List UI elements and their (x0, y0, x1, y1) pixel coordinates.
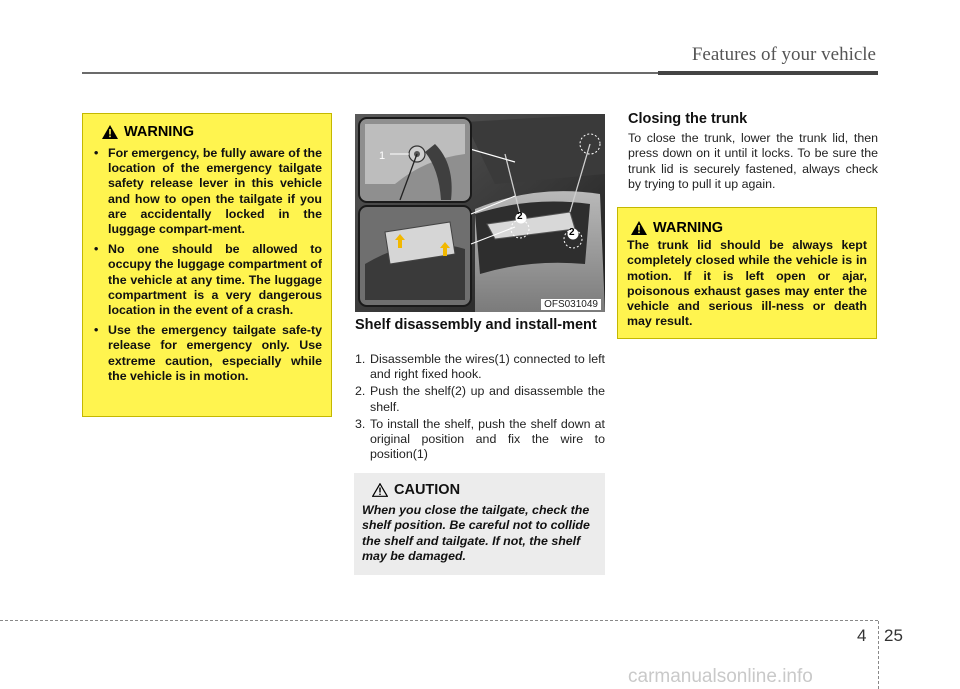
warning-triangle-icon (631, 221, 647, 235)
warning-item: • No one should be allowed to occupy the luggage compartment of the vehicle at any time. The luggage compartment is a very dangerous location in the event of a crash. (94, 242, 322, 318)
footer-divider (878, 621, 879, 689)
warning-heading (102, 124, 322, 140)
step-item: 2. Push the shelf(2) up and disassemble the shelf. (355, 384, 605, 414)
warning-title: WARNING (124, 124, 195, 140)
closing-section-text: To close the trunk, lower the trunk lid, then press down on it until it locks. To be sure the trunk lid is securely fastened, always check by trying to pull it up again. (628, 131, 878, 191)
caution-title: CAUTION (394, 482, 461, 498)
warning-text: The trunk lid should be always kept completely closed while the vehicle is in motion. If it is left open or ajar, poisonous exhaust gases may enter the vehicle and serious ill-ness or death may result. (627, 238, 867, 329)
callout-2: 2 (517, 211, 523, 222)
caution-box (354, 473, 605, 575)
callout-2: 2 (569, 227, 575, 238)
step-item: 1. Disassemble the wires(1) connected to left and right fixed hook. (355, 352, 605, 382)
caution-triangle-icon (372, 483, 388, 497)
figure-code: OFS031049 (541, 299, 601, 310)
shelf-section-title: Shelf disassembly and install-ment (355, 317, 597, 333)
warning-heading (631, 220, 867, 236)
callout-1: 1 (379, 150, 386, 162)
closing-section-title: Closing the trunk (628, 111, 748, 127)
warning-triangle-icon (102, 125, 118, 139)
watermark: carmanualsonline.info (628, 666, 813, 687)
page-number: 25 (884, 626, 903, 645)
footer-rule (0, 620, 878, 621)
warning-list (92, 146, 322, 384)
warning-item: • For emergency, be fully aware of the location of the emergency tailgate safety release lever in this vehicle and how to open the tailgate if you are accidentally locked in the luggage compart-ment. (94, 146, 322, 237)
chapter-number: 4 (857, 626, 867, 645)
header-rule-accent (658, 71, 878, 75)
warning-item: • Use the emergency tailgate safe-ty release for emergency only. Use extreme caution, especially while the vehicle is in motion. (94, 323, 322, 383)
warning-title: WARNING (653, 220, 724, 236)
caution-text: When you close the tailgate, check the shelf position. Be careful not to collide the shelf and tailgate. If not, the shelf may be damaged. (362, 503, 590, 563)
shelf-steps (355, 352, 605, 464)
warning-box-right (617, 207, 877, 339)
caution-heading (372, 482, 597, 498)
warning-box-left (82, 113, 332, 417)
header-title: Features of your vehicle (691, 44, 876, 65)
step-item: 3. To install the shelf, push the shelf down at original position and fix the wire to position(1) (355, 416, 605, 462)
trunk-shelf-photo (355, 114, 605, 312)
